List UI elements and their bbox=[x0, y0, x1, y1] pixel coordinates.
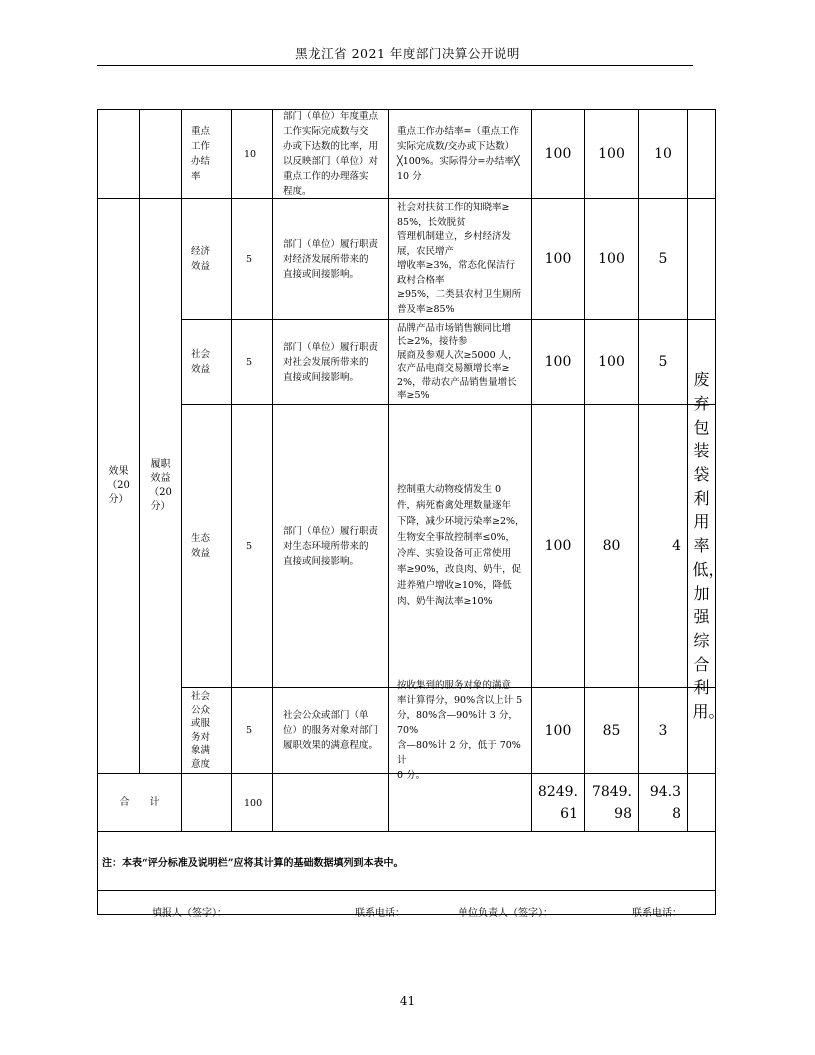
indicator-desc-cell: 社会公众或部门（单 位）的服务对象对部门 履职效果的满意程度。 bbox=[272, 687, 389, 774]
head-signature-label: 单位负责人（签字）： bbox=[458, 908, 553, 919]
actual-value-cell: 100 bbox=[584, 109, 639, 199]
header-rule bbox=[97, 65, 693, 66]
score-cell: 5 bbox=[638, 319, 688, 405]
score-cell: 5 bbox=[638, 198, 688, 320]
filler-signature-label: 填报人（签字）： bbox=[152, 908, 227, 919]
total-empty-cell bbox=[388, 773, 532, 832]
table-note: 注：本表“评分标准及说明栏”应将其计算的基础数据填列到本表中。 bbox=[102, 857, 404, 869]
cell-empty-l1 bbox=[97, 109, 140, 199]
scoring-rule-cell: 社会对扶贫工作的知晓率≥ 85%，长效脱贫 管理机制建立，乡村经济发 展，农民增产 增收率≥3%，常态化保洁行 政村合格率 ≥95%，二类县农村卫生厕所 普及率≥85% bbox=[388, 198, 532, 320]
weight-cell: 10 bbox=[231, 109, 273, 199]
total-target-cell: 8249. 61 bbox=[531, 773, 585, 832]
total-actual-cell: 7849. 98 bbox=[584, 773, 639, 832]
level2-indicator-cell: 履职 效益 （20 分） bbox=[139, 198, 182, 774]
total-score-cell: 94.3 8 bbox=[638, 773, 688, 832]
actual-value-cell: 85 bbox=[584, 687, 639, 774]
cell-empty-l2 bbox=[139, 109, 182, 199]
remark-cell bbox=[687, 370, 725, 722]
indicator-desc-cell: 部门（单位）履行职责 对生态环境所带来的 直接或间接影响。 bbox=[272, 404, 389, 688]
target-value-cell: 100 bbox=[531, 687, 585, 774]
remark-cell bbox=[687, 198, 716, 320]
remark-cell bbox=[687, 687, 716, 774]
indicator-desc-cell: 部门（单位）年度重点 工作实际完成数与交 办或下达数的比率，用 以反映部门（单位）对 重点工作的办理落实 程度。 bbox=[272, 109, 389, 199]
scoring-rule-cell: 控制重大动物疫情发生 0 件，病死畜禽处理数量逐年 下降，减少环境污染率≥2%， 生物安全事故控制率≤0%， 冷库、实验设备可正常使用 率≥90%，改良肉、奶牛，促 进养殖户增收≥10%，降低 肉、奶牛淘汰率≥10% bbox=[388, 404, 532, 688]
score-cell: 3 bbox=[638, 687, 688, 774]
target-value-cell: 100 bbox=[531, 198, 585, 320]
score-cell: 10 bbox=[638, 109, 688, 199]
target-value-cell: 100 bbox=[531, 109, 585, 199]
weight-cell: 5 bbox=[231, 404, 273, 688]
page-number: 41 bbox=[399, 994, 416, 1008]
page-header-title: 黑龙江省 2021 年度部门决算公开说明 bbox=[295, 46, 520, 61]
head-phone-label: 联系电话： bbox=[632, 908, 682, 919]
scoring-rule-cell: 重点工作办结率=（重点工作 实际完成数/交办或下达数） ╳100%。实际得分=办结率╳ 10 分 bbox=[388, 109, 532, 199]
total-remark-cell bbox=[687, 773, 716, 832]
filler-phone-label: 联系电话： bbox=[355, 908, 405, 919]
scoring-rule-cell: 按收集到的服务对象的满意 率计算得分，90%含以上计 5 分，80%含—90%计 3 分，70% 含—80%计 2 分，低于 70%计 0 分。 bbox=[388, 687, 532, 774]
total-empty-cell bbox=[272, 773, 389, 832]
indicator-name-cell: 社会 效益 bbox=[181, 319, 232, 405]
target-value-cell: 100 bbox=[531, 404, 585, 688]
indicator-name-cell: 生态 效益 bbox=[181, 404, 232, 688]
weight-cell: 5 bbox=[231, 198, 273, 320]
actual-value-cell: 100 bbox=[584, 198, 639, 320]
actual-value-cell: 80 bbox=[584, 404, 639, 688]
target-value-cell: 100 bbox=[531, 319, 585, 405]
indicator-desc-cell: 部门（单位）履行职责 对社会发展所带来的 直接或间接影响。 bbox=[272, 319, 389, 405]
total-weight-cell: 100 bbox=[231, 773, 273, 832]
total-label-cell: 合 计 bbox=[97, 773, 182, 832]
remark-cell bbox=[687, 109, 716, 199]
level1-indicator-cell: 效果 （20 分） bbox=[97, 198, 140, 774]
score-cell: 4 bbox=[638, 404, 688, 688]
weight-cell: 5 bbox=[231, 687, 273, 774]
weight-cell: 5 bbox=[231, 319, 273, 405]
total-empty-cell bbox=[181, 773, 232, 832]
indicator-name-cell: 经济 效益 bbox=[181, 198, 232, 320]
remark-text: 废弃包装袋利用率低，加强综合利用。 bbox=[692, 370, 725, 722]
indicator-desc-cell: 部门（单位）履行职责 对经济发展所带来的 直接或间接影响。 bbox=[272, 198, 389, 320]
actual-value-cell: 100 bbox=[584, 319, 639, 405]
note-cell bbox=[97, 831, 716, 891]
indicator-name-cell: 重点 工作 办结 率 bbox=[181, 109, 232, 199]
scoring-rule-cell: 品牌产品市场销售额同比增 长≥2%，接待参 展商及参观人次≥5000 人， 农产品电商交易额增长率≥ 2%，带动农产品销售量增长 率≥5% bbox=[388, 319, 532, 405]
indicator-name-cell: 社会 公众 或服 务对 象满 意度 bbox=[181, 687, 232, 774]
